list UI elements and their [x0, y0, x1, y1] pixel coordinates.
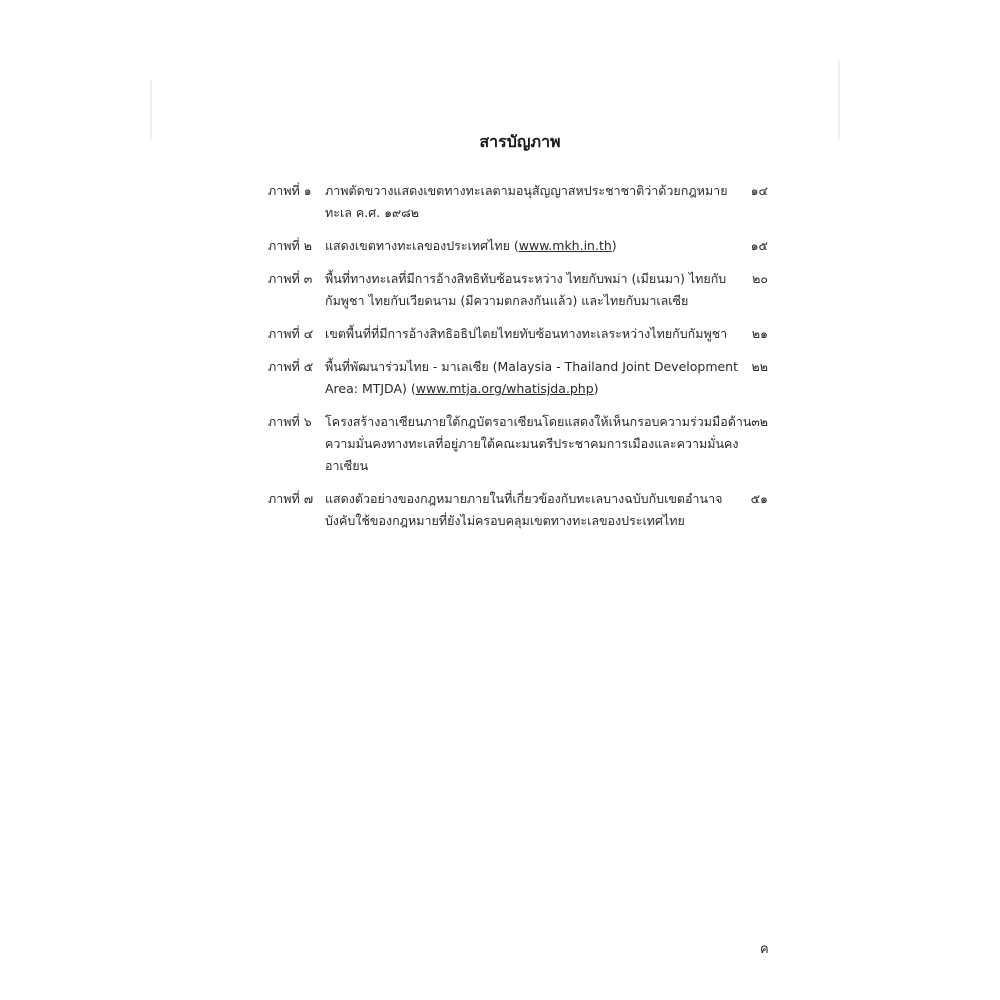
figure-caption	[325, 356, 739, 400]
caption-text: ทะเล ค.ศ. ๑๙๘๒	[325, 205, 420, 220]
figure-caption	[325, 235, 725, 257]
caption-text: )	[611, 238, 617, 253]
figure-page-number: ๒๒	[751, 359, 768, 374]
figure-page-number: ๑๕	[750, 238, 768, 253]
figure-entry	[268, 411, 768, 477]
caption-text: พื้นที่พัฒนาร่วมไทย - มาเลเซีย (Malaysia - Thailand Joint Development	[325, 359, 739, 374]
caption-line	[325, 323, 728, 345]
figure-caption	[325, 180, 728, 224]
figure-label: ภาพที่ ๑	[268, 183, 312, 198]
caption-line	[325, 268, 725, 290]
figure-caption	[325, 411, 752, 477]
figure-entry	[268, 268, 768, 312]
caption-line	[325, 510, 725, 532]
caption-text: Area: MTJDA) (	[325, 381, 416, 396]
scan-artifact	[838, 60, 840, 140]
caption-line	[325, 180, 728, 202]
caption-text: ภาพตัดขวางแสดงเขตทางทะเลตามอนุสัญญาสหประชาชาติว่าด้วยกฎหมาย	[325, 183, 728, 198]
figure-page-number: ๕๑	[750, 491, 768, 506]
figure-page-number: ๑๔	[750, 183, 768, 198]
caption-link[interactable]: www.mkh.in.th	[518, 238, 612, 253]
figure-label: ภาพที่ ๗	[268, 491, 314, 506]
caption-line	[325, 378, 725, 400]
figure-entry	[268, 323, 768, 345]
caption-text: บังคับใช้ของกฎหมายที่ยังไม่ครอบคลุมเขตทางทะเลของประเทศไทย	[325, 513, 685, 528]
caption-line	[325, 235, 725, 257]
figure-entry	[268, 488, 768, 532]
caption-text: )	[593, 381, 599, 396]
caption-link[interactable]: www.mtja.org/whatisjda.php	[415, 381, 594, 396]
caption-text: แสดงเขตทางทะเลของประเทศไทย (	[325, 238, 519, 253]
caption-text: เขตพื้นที่ที่มีการอ้างสิทธิอธิปไตยไทยทับซ้อนทางทะเลระหว่างไทยกับกัมพูชา	[325, 326, 728, 341]
caption-text: อาเซียน	[325, 458, 369, 473]
figure-label: ภาพที่ ๔	[268, 326, 314, 341]
caption-text: แสดงตัวอย่างของกฎหมายภายในที่เกี่ยวข้องกับทะเลบางฉบับกับเขตอำนาจ	[325, 491, 723, 506]
figure-label: ภาพที่ ๕	[268, 359, 314, 374]
caption-text: โครงสร้างอาเซียนภายใต้กฎบัตรอาเซียนโดยแสดงให้เห็นกรอบความร่วมมือด้าน	[325, 414, 752, 429]
figure-list	[268, 180, 768, 543]
caption-line	[325, 455, 725, 477]
figure-caption	[325, 323, 728, 345]
figure-entry	[268, 356, 768, 400]
figure-page-number: ๒๐	[752, 271, 768, 286]
caption-line	[325, 433, 739, 455]
page-title: สารบัญภาพ	[479, 132, 561, 151]
figure-page-number: ๓๒	[751, 414, 768, 429]
figure-label: ภาพที่ ๒	[268, 238, 312, 253]
figure-entry	[268, 235, 768, 257]
figure-page-number: ๒๑	[751, 326, 768, 341]
page-number: ค	[760, 942, 769, 957]
figure-label: ภาพที่ ๖	[268, 414, 312, 429]
caption-text: ความมั่นคงทางทะเลที่อยู่ภายใต้คณะมนตรีประชาคมการเมืองและความมั่นคง	[325, 436, 739, 451]
caption-line	[325, 488, 725, 510]
figure-caption	[325, 488, 725, 532]
caption-line	[325, 290, 725, 312]
caption-line	[325, 356, 739, 378]
caption-text: กัมพูชา ไทยกับเวียดนาม (มีความตกลงกันแล้ว) และไทยกับมาเลเซีย	[325, 293, 689, 308]
caption-line	[325, 411, 752, 433]
figure-entry	[268, 180, 768, 224]
figure-caption	[325, 268, 725, 312]
figure-label: ภาพที่ ๓	[268, 271, 313, 286]
caption-text: พื้นที่ทางทะเลที่มีการอ้างสิทธิทับซ้อนระหว่าง ไทยกับพม่า (เมียนมา) ไทยกับ	[325, 271, 727, 286]
caption-line	[325, 202, 725, 224]
